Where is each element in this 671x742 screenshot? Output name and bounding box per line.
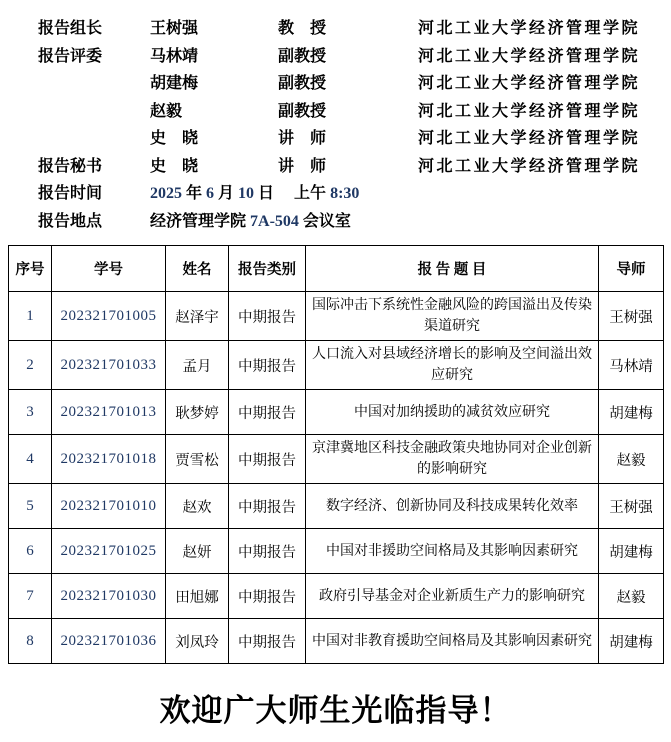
faculty-row xyxy=(38,96,671,124)
report-place-row xyxy=(38,206,671,234)
cell-report-type: 中期报告 xyxy=(229,292,306,341)
table-header-row xyxy=(9,246,664,292)
cell-name: 赵欢 xyxy=(166,484,229,529)
cell-advisor: 马林靖 xyxy=(599,341,664,390)
person-name: 赵毅 xyxy=(150,102,183,120)
table-row xyxy=(9,435,664,484)
table-row xyxy=(9,341,664,390)
person-name: 马林靖 xyxy=(150,47,199,65)
col-header-no: 序号 xyxy=(9,246,52,292)
cell-report-title: 政府引导基金对企业新质生产力的影响研究 xyxy=(306,574,599,619)
table-row xyxy=(9,529,664,574)
person-org: 河北工业大学经济管理学院 xyxy=(418,157,641,175)
faculty-row xyxy=(38,151,671,179)
cell-advisor: 胡建梅 xyxy=(599,529,664,574)
cell-name: 贾雪松 xyxy=(166,435,229,484)
cell-report-title: 京津冀地区科技金融政策央地协同对企业创新的影响研究 xyxy=(306,435,599,484)
person-title: 副教授 xyxy=(278,102,327,120)
col-header-report-title: 报 告 题 目 xyxy=(306,246,599,292)
cell-advisor: 王树强 xyxy=(599,292,664,341)
person-title: 讲 师 xyxy=(278,130,327,148)
person-org: 河北工业大学经济管理学院 xyxy=(418,75,641,93)
col-header-name: 姓名 xyxy=(166,246,229,292)
person-title: 副教授 xyxy=(278,47,327,65)
cell-name: 刘凤玲 xyxy=(166,619,229,664)
cell-advisor: 赵毅 xyxy=(599,435,664,484)
person-org: 河北工业大学经济管理学院 xyxy=(418,102,641,120)
table-row xyxy=(9,619,664,664)
table-row xyxy=(9,484,664,529)
cell-student-id: 202321701010 xyxy=(52,484,166,529)
person-org: 河北工业大学经济管理学院 xyxy=(418,47,641,65)
cell-student-id: 202321701030 xyxy=(52,574,166,619)
faculty-row xyxy=(38,68,671,96)
cell-name: 赵泽宇 xyxy=(166,292,229,341)
table-row xyxy=(9,574,664,619)
cell-no: 8 xyxy=(9,619,52,664)
cell-report-type: 中期报告 xyxy=(229,390,306,435)
table-row xyxy=(9,292,664,341)
cell-student-id: 202321701025 xyxy=(52,529,166,574)
cell-no: 1 xyxy=(9,292,52,341)
faculty-row xyxy=(38,123,671,151)
person-name: 史 晓 xyxy=(150,157,199,175)
faculty-row xyxy=(38,41,671,69)
col-header-advisor: 导师 xyxy=(599,246,664,292)
cell-report-type: 中期报告 xyxy=(229,574,306,619)
report-time-row xyxy=(38,178,671,206)
person-org: 河北工业大学经济管理学院 xyxy=(418,20,641,38)
cell-report-title: 中国对加纳援助的减贫效应研究 xyxy=(306,390,599,435)
person-title: 副教授 xyxy=(278,75,327,93)
cell-student-id: 202321701005 xyxy=(52,292,166,341)
cell-name: 赵妍 xyxy=(166,529,229,574)
report-place-value: 经济管理学院 7A-504 会议室 xyxy=(150,212,351,230)
col-header-report-type: 报告类别 xyxy=(229,246,306,292)
faculty-row xyxy=(38,13,671,41)
person-title: 教 授 xyxy=(278,20,327,38)
col-header-student-id: 学号 xyxy=(52,246,166,292)
cell-report-title: 中国对非教育援助空间格局及其影响因素研究 xyxy=(306,619,599,664)
cell-report-title: 人口流入对县域经济增长的影响及空间溢出效应研究 xyxy=(306,341,599,390)
cell-name: 孟月 xyxy=(166,341,229,390)
row-label: 报告组长 xyxy=(38,20,103,38)
cell-report-title: 中国对非援助空间格局及其影响因素研究 xyxy=(306,529,599,574)
cell-report-type: 中期报告 xyxy=(229,341,306,390)
cell-advisor: 王树强 xyxy=(599,484,664,529)
report-place-label: 报告地点 xyxy=(38,212,103,230)
person-org: 河北工业大学经济管理学院 xyxy=(418,130,641,148)
cell-report-type: 中期报告 xyxy=(229,619,306,664)
row-label: 报告评委 xyxy=(38,47,103,65)
cell-advisor: 胡建梅 xyxy=(599,390,664,435)
report-schedule-table xyxy=(8,245,664,664)
person-name: 王树强 xyxy=(150,20,199,38)
cell-name: 耿梦婷 xyxy=(166,390,229,435)
cell-student-id: 202321701036 xyxy=(52,619,166,664)
cell-no: 4 xyxy=(9,435,52,484)
cell-name: 田旭娜 xyxy=(166,574,229,619)
person-title: 讲 师 xyxy=(278,157,327,175)
cell-report-title: 数字经济、创新协同及科技成果转化效率 xyxy=(306,484,599,529)
cell-no: 3 xyxy=(9,390,52,435)
cell-no: 2 xyxy=(9,341,52,390)
cell-advisor: 胡建梅 xyxy=(599,619,664,664)
welcome-message: 欢迎广大师生光临指导！ xyxy=(159,693,512,728)
cell-student-id: 202321701033 xyxy=(52,341,166,390)
cell-student-id: 202321701013 xyxy=(52,390,166,435)
cell-student-id: 202321701018 xyxy=(52,435,166,484)
cell-report-type: 中期报告 xyxy=(229,435,306,484)
report-info-block xyxy=(0,0,671,233)
report-time-value: 2025 年 6 月 10 日 上午 8:30 xyxy=(150,185,360,203)
cell-no: 5 xyxy=(9,484,52,529)
row-label: 报告秘书 xyxy=(38,157,103,175)
table-row xyxy=(9,390,664,435)
cell-no: 7 xyxy=(9,574,52,619)
cell-report-type: 中期报告 xyxy=(229,529,306,574)
cell-report-title: 国际冲击下系统性金融风险的跨国溢出及传染渠道研究 xyxy=(306,292,599,341)
person-name: 史 晓 xyxy=(150,130,199,148)
cell-no: 6 xyxy=(9,529,52,574)
cell-report-type: 中期报告 xyxy=(229,484,306,529)
person-name: 胡建梅 xyxy=(150,75,199,93)
cell-advisor: 赵毅 xyxy=(599,574,664,619)
report-time-label: 报告时间 xyxy=(38,185,103,203)
